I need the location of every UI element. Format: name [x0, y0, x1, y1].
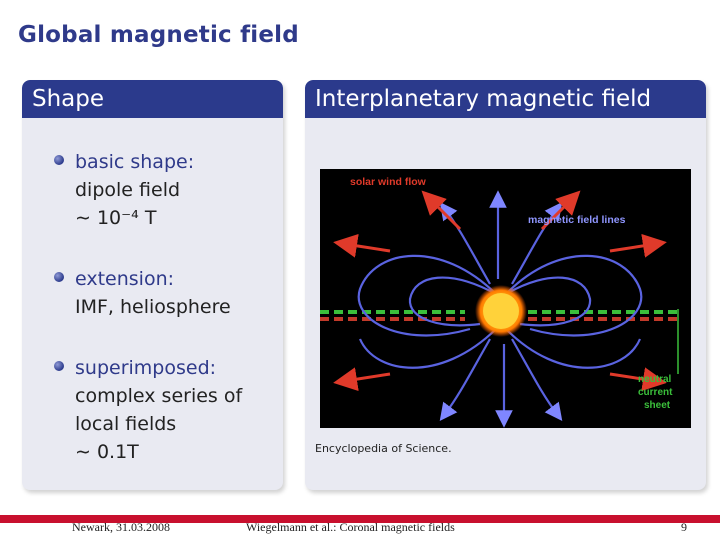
- magnetic-field-figure: [320, 169, 691, 428]
- footer-location-date: Newark, 31.03.2008: [72, 520, 170, 534]
- label-solar-wind: solar wind flow: [350, 176, 426, 188]
- label-sheet: sheet: [644, 400, 671, 411]
- shape-block: [22, 80, 283, 490]
- item-line: ∼ 0.1T: [75, 441, 139, 463]
- shape-block-heading: Shape: [22, 80, 283, 118]
- imf-block-heading: Interplanetary magnetic field: [305, 80, 706, 118]
- solar-wind-arrow: [430, 199, 460, 229]
- field-diagram: [320, 169, 691, 428]
- footer-title: Wiegelmann et al.: Coronal magnetic fields: [246, 520, 455, 534]
- bullet-icon: [54, 155, 64, 165]
- item-head: extension:: [75, 268, 175, 290]
- item-head: superimposed:: [75, 357, 217, 379]
- item-line: ∼ 10⁻⁴ T: [75, 207, 157, 229]
- bullet-icon: [54, 361, 64, 371]
- imf-block: [305, 80, 706, 490]
- slide-title: Global magnetic field: [18, 22, 299, 48]
- item-line: dipole field: [75, 179, 181, 201]
- page-number: 9: [681, 520, 687, 534]
- item-line: complex series of: [75, 385, 243, 407]
- item-head: basic shape:: [75, 151, 195, 173]
- bullet-icon: [54, 272, 64, 282]
- solar-wind-arrow: [345, 374, 390, 381]
- figure-caption: Encyclopedia of Science.: [315, 442, 452, 455]
- field-line: [506, 256, 641, 336]
- item-line: local fields: [75, 413, 177, 435]
- label-neutral: neutral: [638, 374, 672, 385]
- label-field-lines: magnetic field lines: [528, 214, 626, 226]
- solar-wind-arrow: [610, 244, 655, 251]
- item-line: IMF, heliosphere: [75, 296, 231, 318]
- sun-core: [483, 293, 519, 329]
- solar-wind-arrow: [345, 244, 390, 251]
- field-line: [512, 339, 557, 414]
- label-current: current: [638, 387, 673, 398]
